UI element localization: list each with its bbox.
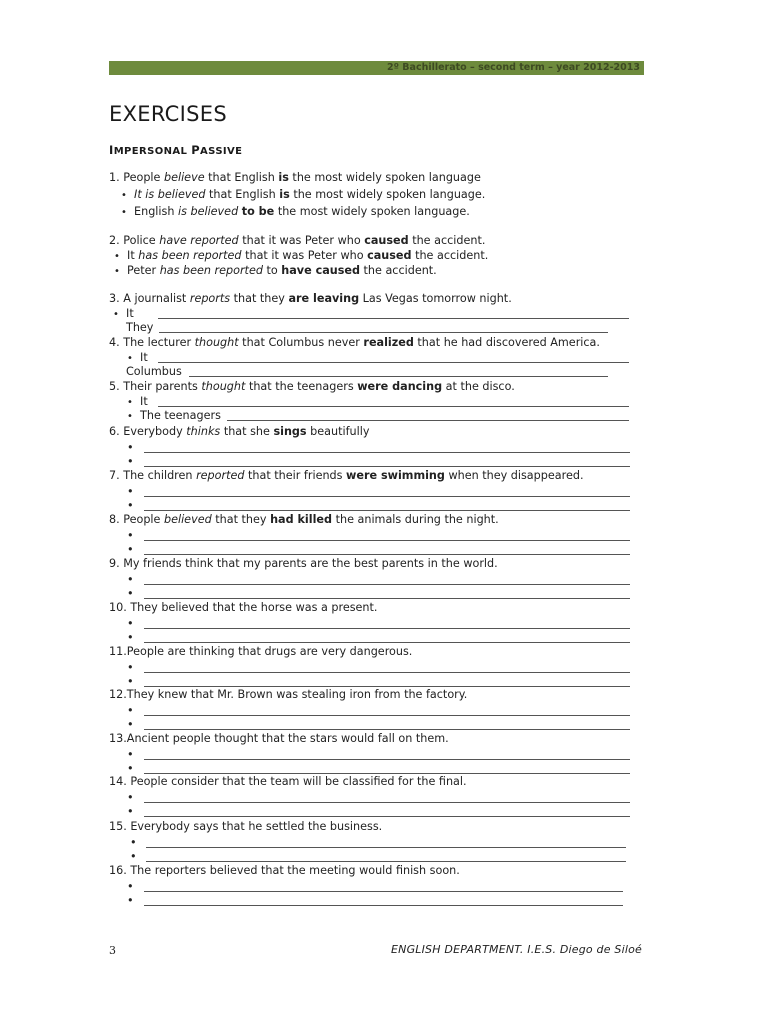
exercise-2-prompt: 2. Police have reported that it was Peter who caused the accident. xyxy=(109,234,486,247)
answer-line[interactable] xyxy=(144,729,630,730)
answer-line[interactable] xyxy=(144,598,630,599)
answer-line[interactable] xyxy=(144,452,630,453)
answer-line[interactable] xyxy=(227,420,629,421)
exercise-13-bullet-2: • xyxy=(127,762,134,775)
exercise-15-bullet-1: • xyxy=(130,836,137,849)
exercise-7-prompt: 7. The children reported that their friends were swimming when they disappeared. xyxy=(109,469,584,482)
exercise-8-prompt: 8. People believed that they had killed the animals during the night. xyxy=(109,513,499,526)
exercise-11-bullet-2: • xyxy=(127,675,134,688)
section-subtitle: IMPERSONAL PASSIVE xyxy=(109,143,243,157)
answer-line[interactable] xyxy=(146,861,626,862)
exercise-2-answer-2: • Peter has been reported to have caused the accident. xyxy=(114,264,437,277)
answer-line[interactable] xyxy=(144,540,630,541)
answer-line[interactable] xyxy=(144,891,623,892)
page-title: EXERCISES xyxy=(109,102,227,126)
exercise-2-answer-1: • It has been reported that it was Peter who caused the accident. xyxy=(114,249,489,262)
answer-line[interactable] xyxy=(144,905,623,906)
exercise-16-prompt: 16. The reporters believed that the meeting would finish soon. xyxy=(109,864,460,877)
answer-line[interactable] xyxy=(144,628,630,629)
answer-line[interactable] xyxy=(144,584,630,585)
exercise-6-bullet-2: • xyxy=(127,455,134,468)
answer-line[interactable] xyxy=(158,318,629,319)
exercise-14-bullet-1: • xyxy=(127,791,134,804)
exercise-14-prompt: 14. People consider that the team will be classified for the final. xyxy=(109,775,467,788)
footer-department: ENGLISH DEPARTMENT. I.E.S. Diego de Siloé xyxy=(390,943,642,956)
page-number: 3 xyxy=(109,944,116,957)
exercise-10-bullet-1: • xyxy=(127,617,134,630)
answer-line[interactable] xyxy=(158,406,629,407)
exercise-15-prompt: 15. Everybody says that he settled the business. xyxy=(109,820,383,833)
exercise-1-answer-1: • It is believed that English is the most widely spoken language. xyxy=(121,188,486,201)
exercise-16-bullet-1: • xyxy=(127,880,134,893)
answer-line[interactable] xyxy=(144,672,630,673)
answer-line[interactable] xyxy=(144,510,630,511)
exercise-6-bullet-1: • xyxy=(127,441,134,454)
exercise-1-prompt: 1. People believe that English is the most widely spoken language xyxy=(109,171,481,184)
exercise-4-line-1: • It xyxy=(127,351,148,364)
exercise-9-prompt: 9. My friends think that my parents are the best parents in the world. xyxy=(109,557,498,570)
exercise-3-line-2: They xyxy=(126,321,154,334)
exercise-11-prompt: 11.People are thinking that drugs are very dangerous. xyxy=(109,645,413,658)
exercise-9-bullet-2: • xyxy=(127,587,134,600)
exercise-16-bullet-2: • xyxy=(127,894,134,907)
answer-line[interactable] xyxy=(144,759,630,760)
answer-line[interactable] xyxy=(144,496,630,497)
answer-line[interactable] xyxy=(158,362,629,363)
header-text: 2º Bachillerato – second term – year 2012-2013 xyxy=(387,62,640,73)
exercise-3-prompt: 3. A journalist reports that they are leaving Las Vegas tomorrow night. xyxy=(109,292,512,305)
exercise-12-bullet-2: • xyxy=(127,718,134,731)
exercise-5-line-1: • It xyxy=(127,395,148,408)
answer-line[interactable] xyxy=(189,376,608,377)
answer-line[interactable] xyxy=(144,642,630,643)
exercise-4-prompt: 4. The lecturer thought that Columbus never realized that he had discovered America. xyxy=(109,336,600,349)
answer-line[interactable] xyxy=(144,802,630,803)
exercise-10-prompt: 10. They believed that the horse was a present. xyxy=(109,601,378,614)
exercise-11-bullet-1: • xyxy=(127,661,134,674)
exercise-7-bullet-2: • xyxy=(127,499,134,512)
exercise-5-line-2: • The teenagers xyxy=(127,409,221,422)
header-bar xyxy=(109,61,644,75)
exercise-5-prompt: 5. Their parents thought that the teenagers were dancing at the disco. xyxy=(109,380,515,393)
exercise-10-bullet-2: • xyxy=(127,631,134,644)
exercise-7-bullet-1: • xyxy=(127,485,134,498)
answer-line[interactable] xyxy=(144,554,630,555)
exercise-6-prompt: 6. Everybody thinks that she sings beautifully xyxy=(109,425,370,438)
exercise-1-answer-2: • English is believed to be the most widely spoken language. xyxy=(121,205,470,218)
exercise-4-line-2: Columbus xyxy=(126,365,182,378)
exercise-13-prompt: 13.Ancient people thought that the stars would fall on them. xyxy=(109,732,449,745)
answer-line[interactable] xyxy=(144,773,630,774)
exercise-8-bullet-1: • xyxy=(127,529,134,542)
answer-line[interactable] xyxy=(144,715,630,716)
exercise-12-prompt: 12.They knew that Mr. Brown was stealing iron from the factory. xyxy=(109,688,468,701)
exercise-13-bullet-1: • xyxy=(127,748,134,761)
exercise-8-bullet-2: • xyxy=(127,543,134,556)
exercise-14-bullet-2: • xyxy=(127,805,134,818)
exercise-9-bullet-1: • xyxy=(127,573,134,586)
exercise-3-line-1: • It xyxy=(113,307,134,320)
answer-line[interactable] xyxy=(159,332,608,333)
answer-line[interactable] xyxy=(144,816,630,817)
answer-line[interactable] xyxy=(146,847,626,848)
exercise-12-bullet-1: • xyxy=(127,704,134,717)
answer-line[interactable] xyxy=(144,466,630,467)
answer-line[interactable] xyxy=(144,686,630,687)
exercise-15-bullet-2: • xyxy=(130,850,137,863)
